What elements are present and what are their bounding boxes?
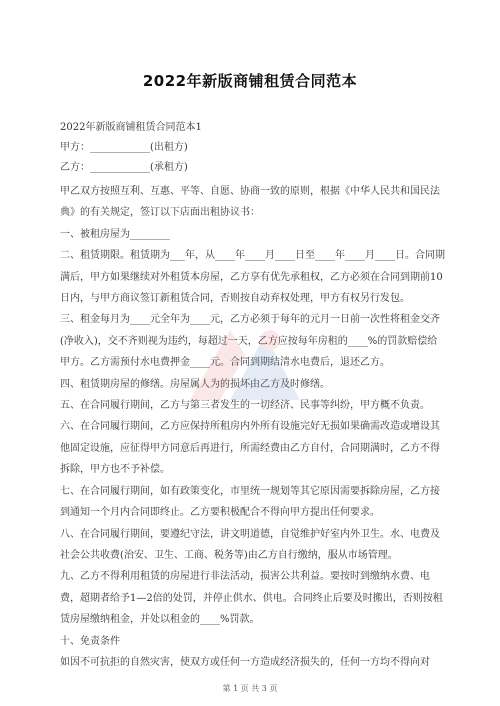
- party-b-label: 乙方：: [60, 162, 90, 173]
- party-b-line: [60, 158, 202, 178]
- document-title: 2022年新版商铺租赁合同范本: [142, 72, 358, 90]
- clause-2: 二、租赁期限。租赁期为___年，从____年____月____日至____年____月____日。合同期满后，甲方如果继续对外租赁本房屋，乙方享有优先承租权，乙方必须在合同到期前10日内，与甲方商议签订新租赁合同，否则按自动弃权处理，甲方有权另行发包。: [60, 250, 445, 305]
- paragraph-intro: 甲乙双方按照互利、互惠、平等、自愿、协商一致的原则，根据《中华人民共和国民法典》的有关规定，签订以下店面出租协议书：: [60, 186, 440, 219]
- clause-9: 九、乙方不得利用租赁的房屋进行非法活动，损害公共利益。要按时到缴纳水费、电费，超期者给予1—2倍的处罚，并停止供水、供电。合同终止后要及时搬出，否则按租赁房屋缴纳租金，并处以租金的____%罚款。: [60, 571, 443, 626]
- party-a-role: (出租方): [150, 142, 188, 153]
- document-body: [60, 181, 445, 673]
- clause-7: 七、在合同履行期间，如有政策变化，市里统一规划等其它原因需要拆除房屋，乙方接到通知一个月内合同即终止。乙方要积极配合不得向甲方提出任何要求。: [60, 485, 440, 519]
- clause-10-heading: 十、免责条件: [60, 635, 120, 647]
- clause-4: 四、租赁期房屋的修缮。房屋属人为的损坏由乙方及时修缮。: [60, 378, 330, 390]
- clause-3: 三、租金每月为____元全年为____元，乙方必须于每年的元月一日前一次性将租金交齐(净收入)，交不齐则视为违约，每超过一天，乙方应按每年房租的____%的罚款赔偿给甲方。乙方需预付水电费押金____元。合同到期结清水电费后，退还乙方。: [60, 314, 440, 369]
- clause-1: 一、被租房屋为________: [60, 228, 170, 240]
- clause-10-text: 如因不可抗拒的自然灾害，使双方或任何一方造成经济损失的，任何一方均不得向对: [60, 656, 430, 668]
- party-b-blank: ____________: [90, 162, 150, 173]
- party-b-role: (承租方): [150, 162, 188, 173]
- clause-6: 六、在合同履行期间，乙方应保持所租房内外所有设施完好无损如果确需改造或增设其他固定设施，应征得甲方同意后再进行，所需经费由乙方自付，合同期满时，乙方不得拆除，甲方也不予补偿。: [60, 421, 440, 476]
- document-meta: [60, 118, 202, 178]
- clause-5: 五、在合同履行期间，乙方与第三者发生的一切经济、民事等纠纷，甲方概不负责。: [60, 400, 430, 412]
- party-a-line: [60, 138, 202, 158]
- document-subtitle: 2022年新版商铺租赁合同范本1: [60, 122, 202, 133]
- party-a-blank: ____________: [90, 142, 150, 153]
- page-footer: 第 1 页 共 3 页: [222, 684, 278, 693]
- clause-8: 八、在合同履行期间，要遵纪守法，讲文明道德，自觉维护好室内外卫生。水、电费及社会公共收费(治安、卫生、工商、税务等)由乙方自行缴纳，服从市场管理。: [60, 528, 440, 561]
- party-a-label: 甲方：: [60, 142, 90, 153]
